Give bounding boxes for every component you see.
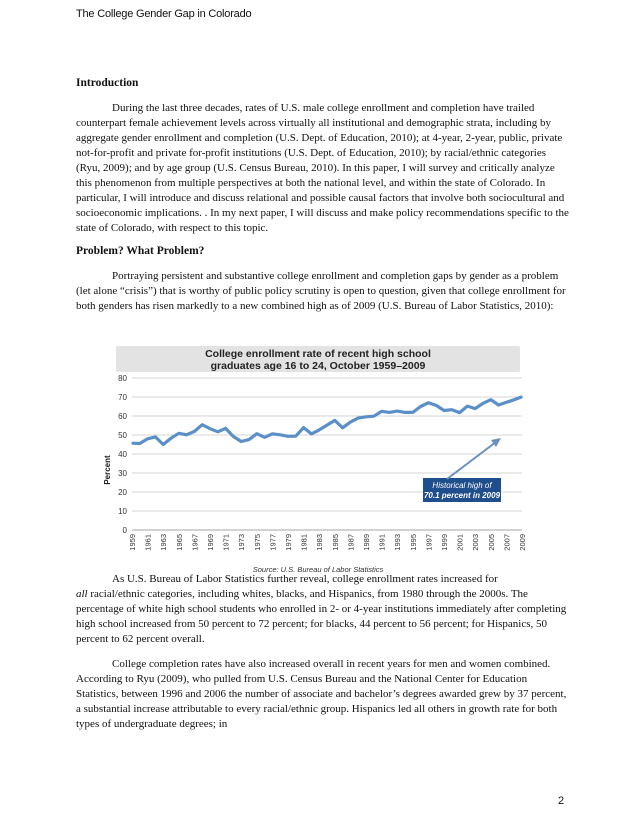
data-point <box>186 434 188 436</box>
y-tick-label: 20 <box>118 488 127 497</box>
data-point <box>443 410 445 412</box>
data-point <box>248 439 250 441</box>
x-tick-label: 1979 <box>284 534 293 551</box>
x-tick-label: 1999 <box>440 534 449 551</box>
x-tick-label: 1985 <box>330 534 340 551</box>
introduction-heading: Introduction <box>76 77 139 89</box>
annotation-line1: Historical high of <box>432 481 492 490</box>
data-point <box>139 443 141 445</box>
y-tick-label: 40 <box>118 450 127 459</box>
data-point <box>303 427 305 429</box>
running-header: The College Gender Gap in Colorado <box>76 8 252 20</box>
data-point <box>467 405 469 407</box>
data-point <box>178 432 180 434</box>
x-tick-label: 1987 <box>346 534 356 551</box>
data-point <box>490 399 492 401</box>
data-point <box>482 402 484 404</box>
x-tick-label: 1993 <box>393 534 403 551</box>
x-tick-label: 2003 <box>471 534 481 551</box>
annotation-line2: 70.1 percent in 2009 <box>423 491 501 500</box>
x-tick-label: 2009 <box>518 534 527 551</box>
data-point <box>506 402 508 404</box>
x-tick-label: 1967 <box>190 534 200 551</box>
y-tick-label: 70 <box>118 393 127 402</box>
data-point <box>365 416 367 418</box>
enrollment-chart <box>102 346 534 576</box>
data-point <box>217 431 219 433</box>
y-tick-label: 10 <box>118 507 127 516</box>
data-point <box>209 428 211 430</box>
data-point <box>435 405 437 407</box>
x-tick-label: 1981 <box>299 534 309 551</box>
x-tick-label: 2005 <box>486 534 496 551</box>
data-point <box>201 424 203 426</box>
bls-rest: racial/ethnic categories, including whites, blacks, and Hispanics, from 1980 through the 2000s. The percentage of white high school students who enrolled in 2- or 4-year institutions immediately after completing high school increased from 50 percent to 72 percent; for blacks, 44 percent to 56 percent; for Hispanics, 50 percent to 62 percent overall. <box>76 588 567 645</box>
bls-italic-all: all <box>76 588 88 600</box>
x-tick-label: 1975 <box>252 534 262 551</box>
data-point <box>373 415 375 417</box>
data-point <box>521 396 523 398</box>
x-tick-label: 1959 <box>128 534 137 551</box>
x-tick-label: 2001 <box>455 534 465 551</box>
bls-lead: As U.S. Bureau of Labor Statistics further reveal, college enrollment rates increased for <box>112 573 498 585</box>
data-point <box>404 412 406 414</box>
y-axis-label: Percent <box>103 455 112 485</box>
y-tick-label: 60 <box>118 412 127 421</box>
x-tick-label: 1995 <box>408 534 418 551</box>
data-point <box>498 404 500 406</box>
data-point <box>264 436 266 438</box>
annotation-arrow <box>447 442 496 479</box>
x-tick-label: 1997 <box>424 534 434 551</box>
data-point <box>272 433 274 435</box>
data-point <box>412 412 414 414</box>
data-point <box>334 420 336 422</box>
introduction-paragraph: During the last three decades, rates of U.S. male college enrollment and completion have trailed counterpart female achievement levels across virtually all institutional and demographic strata, including by aggregate gender enrollment and completion (U.S. Dept. of Education, 2010); at 4-year, 2-year, public, private not-for-profit and private for-profit institutions (U.S. Dept. of Education, 2010); by racial/ethnic categories (Ryu, 2009); and by age group (U.S. Census Bureau, 2010). In this paper, I will survey and critically analyze this phenomenon from multiple perspectives at both the national level, and within the state of Colorado. In particular, I will introduce and discuss relational and possible causal factors that involve both sociocultural and socioeconomic implications. . In my next paper, I will discuss and make policy recommendations specific to the state of Colorado, with respect to this topic. <box>76 102 569 234</box>
x-tick-label: 2007 <box>502 534 512 551</box>
x-tick-label: 1963 <box>159 534 169 551</box>
x-tick-label: 1989 <box>362 534 371 551</box>
data-point <box>155 436 157 438</box>
data-point <box>194 431 196 433</box>
data-point <box>350 421 352 423</box>
page-number: 2 <box>558 795 565 807</box>
y-tick-label: 80 <box>118 374 127 383</box>
bls-paragraph <box>76 572 572 647</box>
y-tick-label: 0 <box>122 526 127 535</box>
data-point <box>420 406 422 408</box>
data-point <box>428 402 430 404</box>
data-point <box>451 409 453 411</box>
completion-paragraph: College completion rates have also increased overall in recent years for men and women combined. According to Ryu (2009), who pulled from U.S. Census Bureau and the National Center for Education Statistics, between 1996 and 2006 the number of associate and bachelor’s degrees awarded grew by 37 percent, a substantial increase attributable to every racial/ethnic group. Hispanics led all others in growth rate for both types of undergraduate degrees; in <box>76 658 567 730</box>
problem-heading: Problem? What Problem? <box>76 245 205 257</box>
data-point <box>396 410 398 412</box>
data-point <box>256 433 258 435</box>
chart-source: Source: U.S. Bureau of Labor Statistics <box>252 565 384 574</box>
data-point <box>474 408 476 410</box>
chart-title-line1: College enrollment rate of recent high school <box>205 348 431 360</box>
data-point <box>233 436 235 438</box>
data-point <box>170 437 172 439</box>
x-tick-label: 1977 <box>268 534 278 551</box>
data-point <box>318 429 320 431</box>
data-point <box>326 424 328 426</box>
x-tick-label: 1971 <box>221 534 231 551</box>
data-point <box>131 442 133 444</box>
chart-title-line2: graduates age 16 to 24, October 1959–2009 <box>210 360 426 372</box>
x-tick-label: 1973 <box>237 534 247 551</box>
data-point <box>240 441 242 443</box>
y-tick-label: 30 <box>118 469 127 478</box>
data-point <box>342 427 344 429</box>
data-point <box>381 410 383 412</box>
series-line <box>132 397 522 445</box>
x-tick-label: 1969 <box>206 534 215 551</box>
data-point <box>287 436 289 438</box>
enrollment-chart-svg <box>102 346 534 576</box>
x-tick-label: 1965 <box>174 534 184 551</box>
data-point <box>513 399 515 401</box>
problem-paragraph: Portraying persistent and substantive college enrollment and completion gaps by gender as a problem (let alone “crisis”) that is worthy of public policy scrutiny is open to question, given that college enrollment for both genders has risen markedly to a new combined high as of 2009 (U.S. Bureau of Labor Statistics, 2010): <box>76 270 566 312</box>
x-tick-label: 1961 <box>143 534 153 551</box>
data-point <box>295 435 297 437</box>
x-tick-label: 1983 <box>315 534 325 551</box>
data-point <box>357 417 359 419</box>
data-point <box>279 434 281 436</box>
data-point <box>311 433 313 435</box>
x-tick-label: 1991 <box>377 534 387 551</box>
y-tick-label: 50 <box>118 431 127 440</box>
data-point <box>389 412 391 414</box>
data-point <box>225 428 227 430</box>
data-point <box>162 444 164 446</box>
data-point <box>147 438 149 440</box>
data-point <box>459 412 461 414</box>
